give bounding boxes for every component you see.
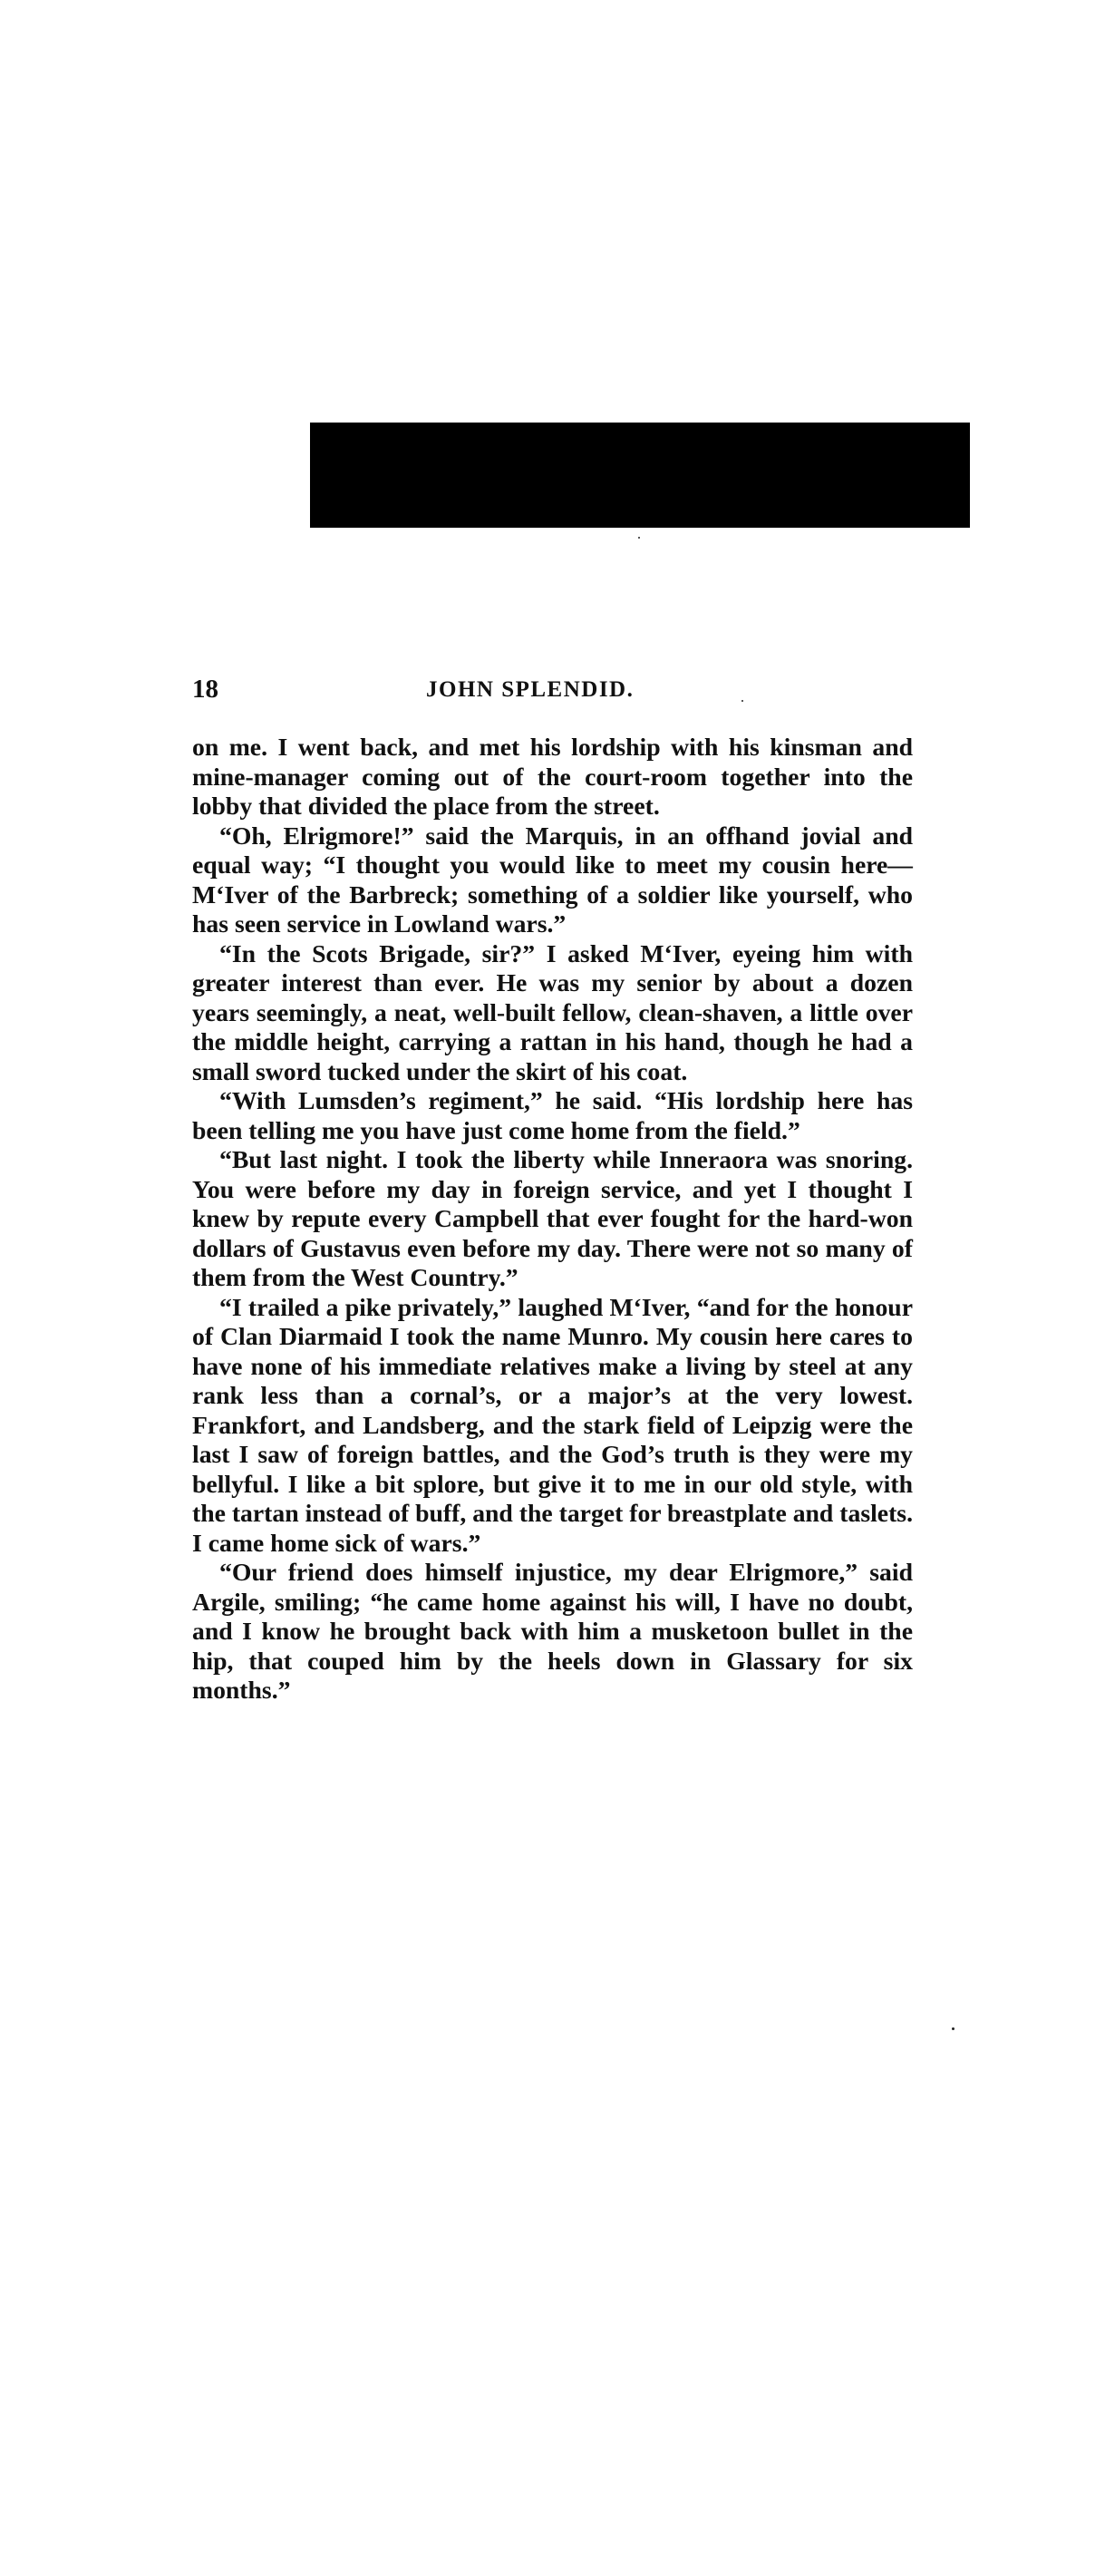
running-title: JOHN SPLENDID. xyxy=(426,677,635,702)
paragraph: “Oh, Elrigmore!” said the Marquis, in an offhand jovial and equal way; “I thought you would like to meet my cousin here—M‘Iver of the Barbreck; something of a soldier like yourself, who has seen service in Lowland wars.” xyxy=(192,821,913,938)
paragraph: “But last night. I took the liberty while Inneraora was snoring. You were before my day in foreign service, and yet I thought I knew by repute every Campbell that ever fought for the hard-won dollars of Gustavus even before my day. There were not so many of them from the West Country.” xyxy=(192,1145,913,1291)
page-number: 18 xyxy=(192,675,218,704)
body-text xyxy=(192,733,913,1706)
paragraph: “Our friend does himself injustice, my dear Elrigmore,” said Argile, smiling; “he came home against his will, I have no doubt, and I know he brought back with him a musketoon bullet in the hip, that couped him by the heels down in Glassary for six months.” xyxy=(192,1558,913,1704)
paragraph: “I trailed a pike privately,” laughed M‘Iver, “and for the honour of Clan Diarmaid I took the name Munro. My cousin here cares to have none of his immediate relatives make a living by steel at any rank less than a cornal’s, or a major’s at the very lowest. Frankfort, and Landsberg, and the stark field of Leipzig were the last I saw of foreign battles, and the God’s truth is they were my bellyful. I like a bit splore, but give it to me in our old style, with the tartan instead of buff, and the target for breastplate and taslets. I came home sick of wars.” xyxy=(192,1292,913,1557)
redaction-block xyxy=(310,423,970,528)
ink-speck xyxy=(638,537,640,539)
paragraph: “With Lumsden’s regiment,” he said. “His lordship here has been telling me you have just come home from the field.” xyxy=(192,1086,913,1144)
page-header xyxy=(192,675,917,711)
ink-speck xyxy=(952,2027,954,2030)
paragraph: “In the Scots Brigade, sir?” I asked M‘Iver, eyeing him with greater interest than ever. He was my senior by about a dozen years seemingly, a neat, well-built fellow, clean-shaven, a little over the middle height, carrying a rattan in his hand, though he had a small sword tucked under the skirt of his coat. xyxy=(192,938,913,1085)
paragraph: on me. I went back, and met his lordship with his kinsman and mine-manager coming out of the court-room together into the lobby that divided the place from the street. xyxy=(192,733,913,820)
